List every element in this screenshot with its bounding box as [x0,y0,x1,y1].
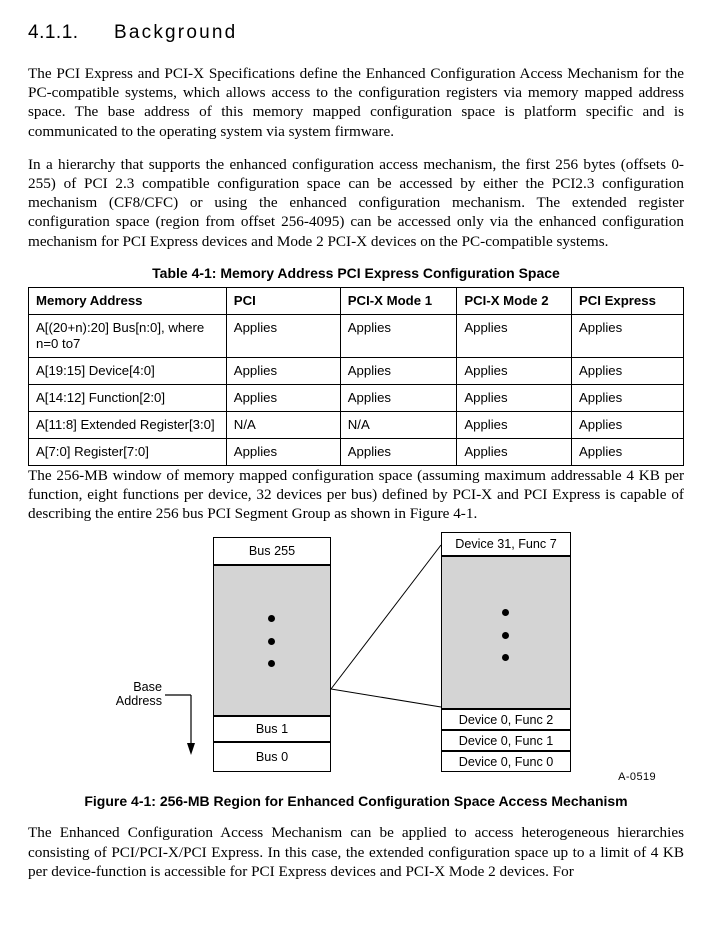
table-caption: Table 4-1: Memory Address PCI Express Configuration Space [152,264,560,281]
table-header-cell: PCI Express [571,287,683,314]
section-number: 4.1.1. [28,22,79,43]
paragraph-1: The PCI Express and PCI-X Specifications define the Enhanced Configuration Access Mechanism for the PC-compatible systems, which allows access to the configuration registers via memory mapped address space. The base address of this memory mapped configuration space is platform specific and is communicated to the operating system via system firmware. [28,65,684,140]
table-header-cell: PCI-X Mode 2 [457,287,572,314]
figure-box-bus-255: Bus 255 [213,537,331,565]
table-cell: Applies [457,357,572,384]
table-header-cell: Memory Address [29,287,227,314]
config-space-table [28,287,684,466]
base-address-line-1: Base [133,680,162,695]
figure-dots-left [268,615,275,667]
table-cell: Applies [571,384,683,411]
table-cell: Applies [226,314,340,357]
table-cell: Applies [571,314,683,357]
figure-4-1 [28,537,684,785]
table-cell: Applies [457,384,572,411]
table-cell: Applies [340,314,457,357]
table-cell: Applies [340,438,457,465]
table-cell: A[14:12] Function[2:0] [29,384,227,411]
table-cell: N/A [226,411,340,438]
table-header-cell: PCI [226,287,340,314]
dot [268,638,275,645]
table-cell: A[19:15] Device[4:0] [29,357,227,384]
table-cell: A[7:0] Register[7:0] [29,438,227,465]
figure-box-device-0-func-1: Device 0, Func 1 [441,730,571,751]
paragraph-2: In a hierarchy that supports the enhanced configuration access mechanism, the first 256 bytes (offsets 0-255) of PCI 2.3 compatible configuration space can be accessed by either the PCI2.3 configuration mechanism (CF8/CFC) or using the enhanced configuration mechanism. The extended register configuration space (region from offset 256-4095) can be accessed only via the enhanced configuration mechanism for PCI Express devices and Mode 2 PCI-X devices on the PC-compatible systems. [28,155,684,250]
dot [268,660,275,667]
section-title: Background [114,22,238,43]
table-cell: Applies [457,411,572,438]
table-cell: Applies [571,411,683,438]
dot [502,609,509,616]
figure-box-bus-0: Bus 0 [213,742,331,772]
table-cell: Applies [226,438,340,465]
figure-connector-lines [28,537,684,785]
table-row [29,438,684,465]
base-address-label [106,680,162,708]
table-header-cell: PCI-X Mode 1 [340,287,457,314]
table-cell: Applies [457,314,572,357]
table-row [29,314,684,357]
paragraph-3: The 256-MB window of memory mapped configuration space (assuming maximum addressable 4 KB per function, eight functions per device, 32 devices per bus) defined by PCI-X and PCI Express is capable of describing the entire 256 bus PCI Segment Group as shown in Figure 4-1. [28,466,684,523]
table-cell: A[(20+n):20] Bus[n:0], where n=0 to7 [29,314,227,357]
table-cell: Applies [340,357,457,384]
table-row [29,411,684,438]
table-header-row [29,287,684,314]
table-cell: N/A [340,411,457,438]
figure-box-device-0-func-0: Device 0, Func 0 [441,751,571,772]
page-content [28,22,684,881]
paragraph-4: The Enhanced Configuration Access Mechanism can be applied to access heterogeneous hierarchies consisting of PCI/PCI-X/PCI Express. In this case, the extended configuration space up to a limit of 4 KB per device-function is accessible for PCI Express devices and PCI-X Mode 2 devices. For [28,824,684,880]
figure-id-label: A-0519 [618,771,656,784]
figure-box-device-0-func-2: Device 0, Func 2 [441,709,571,730]
table-cell: Applies [571,438,683,465]
figure-box-bus-1: Bus 1 [213,716,331,742]
page-title [28,22,684,44]
table-cell: A[11:8] Extended Register[3:0] [29,411,227,438]
figure-caption: Figure 4-1: 256-MB Region for Enhanced Configuration Space Access Mechanism [84,793,628,810]
dot [502,654,509,661]
figure-dots-right [502,609,509,661]
table-cell: Applies [226,357,340,384]
figure-box-device-31-func-7: Device 31, Func 7 [441,532,571,556]
table-cell: Applies [226,384,340,411]
table-cell: Applies [571,357,683,384]
dot [268,615,275,622]
table-cell: Applies [457,438,572,465]
base-address-line-2: Address [115,694,162,709]
table-row [29,357,684,384]
table-cell: Applies [340,384,457,411]
table-row [29,384,684,411]
dot [502,632,509,639]
